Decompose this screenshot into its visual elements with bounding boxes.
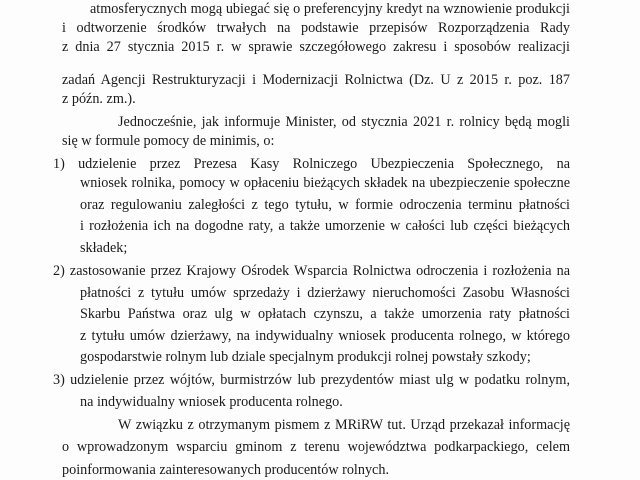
text-line: i odtworzenie środków trwałych na podstawie przepisów Rozporządzenia Rady <box>62 20 570 36</box>
list-item-3-line: 3) udzielenie przez wójtów, burmistrzów lub prezydentów miast ulg w podatku rolnym, <box>53 372 570 388</box>
text-line: zadań Agencji Restrukturyzacji i Modernizacji Rolnictwa (Dz. U z 2015 r. poz. 187 <box>62 72 570 88</box>
list-item-1-line: i rozłożenia ich na dogodne raty, a także umorzenie w całości lub części bieżących <box>80 218 570 234</box>
list-item-1-line: wniosek rolnika, pomocy w opłaceniu bieżących składek na ubezpieczenie społeczne <box>80 175 570 191</box>
text-line: atmosferycznych mogą ubiegać się o preferencyjny kredyt na wznowienie produkcji <box>90 1 570 17</box>
text-line: W związku z otrzymanym pismem z MRiRW tut. Urząd przekazał informację <box>118 417 570 433</box>
text-line: o wprowadzonym wsparciu gminom z terenu województwa podkarpackiego, celem <box>62 439 570 455</box>
list-item-2-line: z tytułu umów dzierżawy, na indywidualny wniosek producenta rolnego, w którego <box>80 328 570 344</box>
list-item-1-line: oraz regulowaniu zaległości z tego tytułu, w formie odroczenia terminu płatności <box>80 197 570 213</box>
list-item-1-line: składek; <box>80 240 128 256</box>
list-item-2-line: Skarbu Państwa oraz ulg w opłatach czynszu, a także umorzenia raty płatności <box>80 306 570 322</box>
text-line: się w formule pomocy de minimis, o: <box>62 133 275 149</box>
text-line: z dnia 27 stycznia 2015 r. w sprawie szczegółowego zakresu i sposobów realizacji <box>62 39 570 55</box>
list-item-1-line: 1) udzielenie przez Prezesa Kasy Rolniczego Ubezpieczenia Społecznego, na <box>53 156 570 172</box>
list-item-2-line: gospodarstwie rolnym lub dziale specjalnym produkcji rolnej powstały szkody; <box>80 349 531 365</box>
text-line: Jednocześnie, jak informuje Minister, od stycznia 2021 r. rolnicy będą mogli <box>118 114 570 130</box>
list-item-3-line: na indywidualny wniosek producenta rolnego. <box>80 394 343 410</box>
text-line: z późn. zm.). <box>62 91 136 107</box>
text-line: poinformowania zainteresowanych producentów rolnych. <box>62 462 389 478</box>
list-item-2-line: 2) zastosowanie przez Krajowy Ośrodek Wsparcia Rolnictwa odroczenia i rozłożenia na <box>53 263 570 279</box>
list-item-2-line: płatności z tytułu umów sprzedaży i dzierżawy nieruchomości Zasobu Własności <box>80 285 570 301</box>
